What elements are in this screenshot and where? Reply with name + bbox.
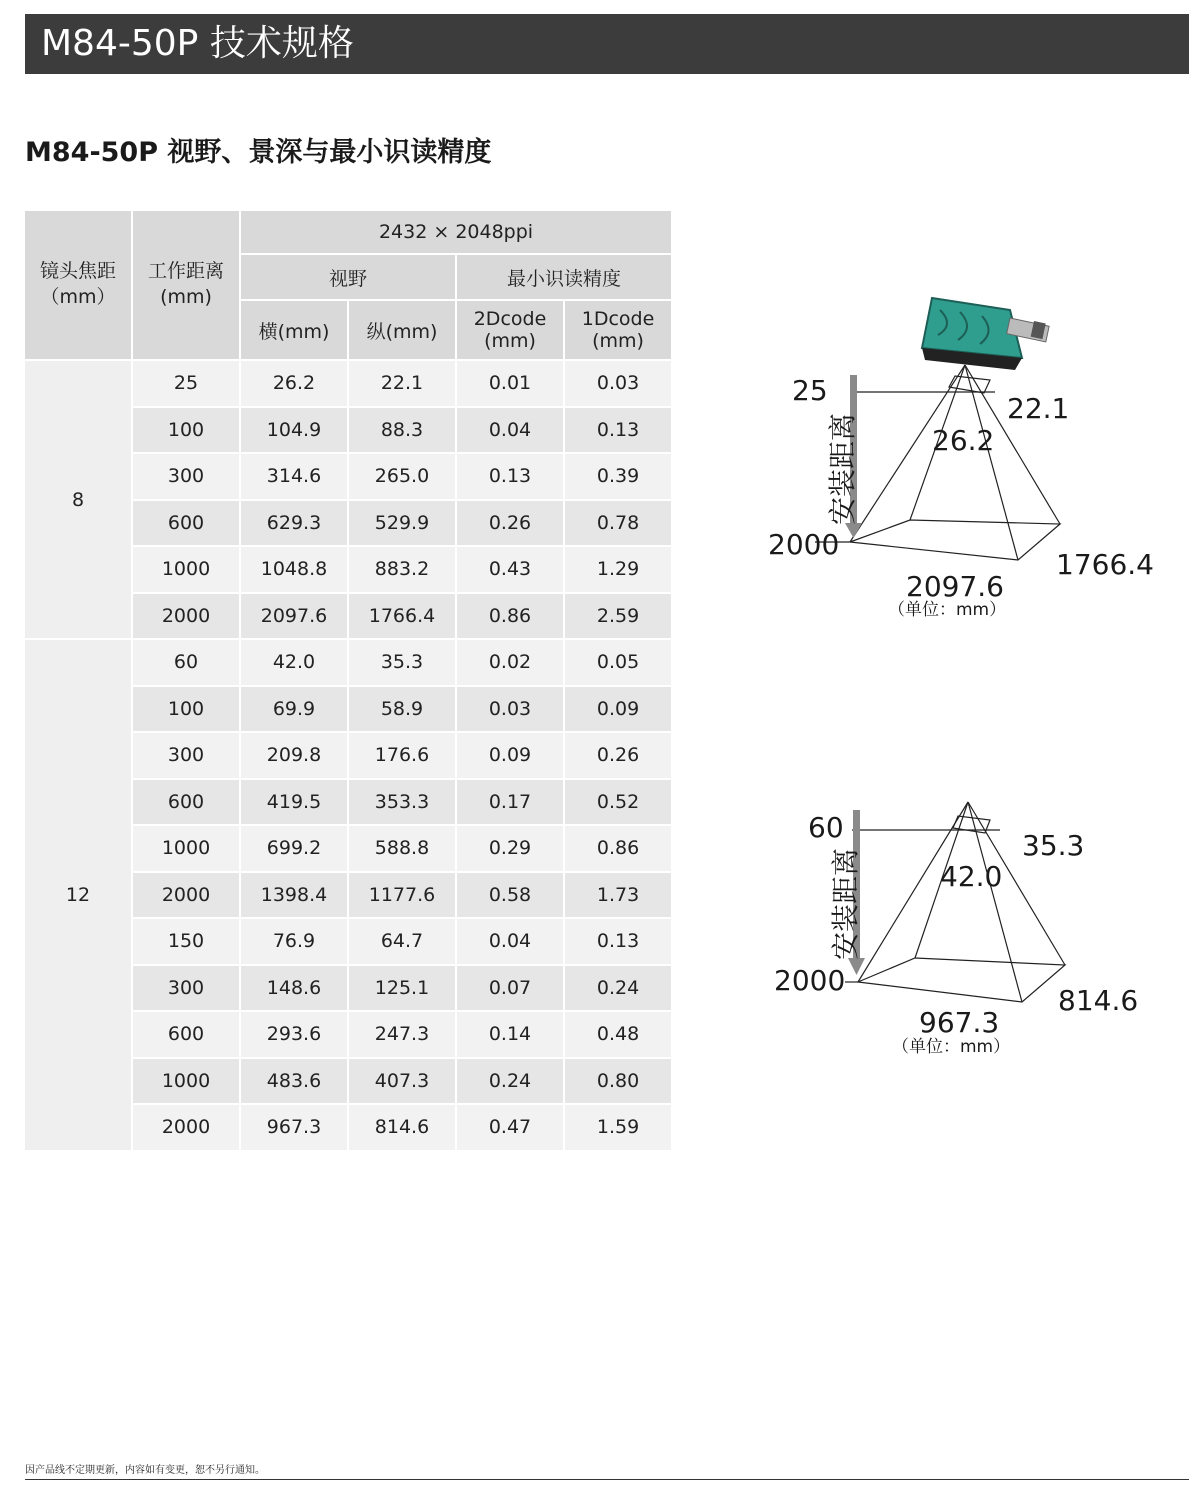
fov-horizontal-cell: 629.3 [241, 501, 347, 546]
distance-cell: 1000 [133, 547, 239, 592]
distance-cell: 1000 [133, 1059, 239, 1104]
table-row [25, 361, 671, 406]
header-2dcode-label: 2Dcode [473, 308, 547, 330]
focal-length-cell: 8 [25, 361, 131, 638]
header-horizontal: 横(mm) [241, 301, 347, 359]
fov-horizontal-cell: 76.9 [241, 919, 347, 964]
precision-1d-cell: 1.73 [565, 873, 671, 918]
fov-vertical-cell: 814.6 [349, 1105, 455, 1150]
precision-2d-cell: 0.02 [457, 640, 563, 685]
precision-2d-cell: 0.14 [457, 1012, 563, 1057]
fov-horizontal-cell: 26.2 [241, 361, 347, 406]
section-title: M84-50P 视野、景深与最小识读精度 [25, 137, 492, 168]
precision-2d-cell: 0.09 [457, 733, 563, 778]
near-distance-label: 25 [792, 374, 828, 407]
far-distance-label: 2000 [768, 528, 840, 561]
distance-cell: 2000 [133, 1105, 239, 1150]
fov-horizontal-cell: 1398.4 [241, 873, 347, 918]
fov-horizontal-cell: 314.6 [241, 454, 347, 499]
fov-vertical-cell: 125.1 [349, 966, 455, 1011]
fov-vertical-cell: 58.9 [349, 687, 455, 732]
distance-cell: 2000 [133, 873, 239, 918]
near-vertical-label: 22.1 [1007, 392, 1070, 425]
precision-1d-cell: 2.59 [565, 594, 671, 639]
install-distance-label-2: 安装距离 [829, 847, 862, 960]
header-precision: 最小识读精度 [457, 255, 671, 299]
fov-vertical-cell: 529.9 [349, 501, 455, 546]
distance-cell: 600 [133, 501, 239, 546]
focal-length-cell: 12 [25, 640, 131, 1150]
fov-diagram-12mm [760, 790, 1160, 1060]
fov-vertical-cell: 247.3 [349, 1012, 455, 1057]
near-vertical-label-2: 35.3 [1022, 829, 1085, 862]
precision-1d-cell: 0.80 [565, 1059, 671, 1104]
header-1dcode [565, 301, 671, 359]
far-vertical-label: 1766.4 [1056, 548, 1154, 581]
precision-2d-cell: 0.58 [457, 873, 563, 918]
fov-horizontal-cell: 42.0 [241, 640, 347, 685]
distance-cell: 150 [133, 919, 239, 964]
precision-2d-cell: 0.29 [457, 826, 563, 871]
precision-2d-cell: 0.26 [457, 501, 563, 546]
fov-vertical-cell: 353.3 [349, 780, 455, 825]
page-title: M84-50P 技术规格 [41, 23, 354, 64]
fov-horizontal-cell: 209.8 [241, 733, 347, 778]
fov-horizontal-cell: 699.2 [241, 826, 347, 871]
precision-1d-cell: 1.29 [565, 547, 671, 592]
distance-cell: 600 [133, 1012, 239, 1057]
fov-vertical-cell: 64.7 [349, 919, 455, 964]
header-fov: 视野 [241, 255, 455, 299]
near-horizontal-label-2: 42.0 [940, 860, 1003, 893]
near-distance-label-2: 60 [808, 811, 844, 844]
spec-table-body [25, 361, 671, 1150]
near-horizontal-label: 26.2 [932, 424, 995, 457]
fov-vertical-cell: 407.3 [349, 1059, 455, 1104]
distance-cell: 60 [133, 640, 239, 685]
header-1dcode-label: 1Dcode [581, 308, 655, 330]
header-1dcode-unit: (mm) [592, 330, 644, 352]
fov-horizontal-cell: 69.9 [241, 687, 347, 732]
fov-vertical-cell: 883.2 [349, 547, 455, 592]
precision-2d-cell: 0.04 [457, 919, 563, 964]
fov-horizontal-cell: 293.6 [241, 1012, 347, 1057]
fov-vertical-cell: 1177.6 [349, 873, 455, 918]
precision-2d-cell: 0.04 [457, 408, 563, 453]
distance-cell: 100 [133, 687, 239, 732]
precision-2d-cell: 0.43 [457, 547, 563, 592]
precision-1d-cell: 0.52 [565, 780, 671, 825]
header-2dcode-unit: (mm) [484, 330, 536, 352]
precision-1d-cell: 0.26 [565, 733, 671, 778]
fov-horizontal-cell: 483.6 [241, 1059, 347, 1104]
precision-2d-cell: 0.13 [457, 454, 563, 499]
header-2dcode [457, 301, 563, 359]
fov-vertical-cell: 176.6 [349, 733, 455, 778]
distance-cell: 2000 [133, 594, 239, 639]
fov-vertical-cell: 265.0 [349, 454, 455, 499]
precision-1d-cell: 0.13 [565, 919, 671, 964]
page-title-bar [25, 14, 1189, 74]
precision-2d-cell: 0.17 [457, 780, 563, 825]
fov-vertical-cell: 22.1 [349, 361, 455, 406]
far-distance-label-2: 2000 [774, 964, 846, 997]
far-vertical-label-2: 814.6 [1058, 984, 1139, 1017]
header-distance-label: 工作距离(mm) [147, 260, 224, 308]
install-distance-label: 安装距离 [826, 412, 859, 525]
precision-1d-cell: 0.39 [565, 454, 671, 499]
precision-2d-cell: 0.01 [457, 361, 563, 406]
unit-label: （单位：mm） [888, 600, 1007, 620]
precision-1d-cell: 0.24 [565, 966, 671, 1011]
unit-label-2: （单位：mm） [892, 1037, 1011, 1057]
precision-2d-cell: 0.07 [457, 966, 563, 1011]
distance-cell: 100 [133, 408, 239, 453]
spec-table [23, 209, 673, 1152]
fov-horizontal-cell: 967.3 [241, 1105, 347, 1150]
precision-1d-cell: 0.03 [565, 361, 671, 406]
fov-vertical-cell: 588.8 [349, 826, 455, 871]
table-row [25, 640, 671, 685]
precision-1d-cell: 0.09 [565, 687, 671, 732]
distance-cell: 600 [133, 780, 239, 825]
fov-vertical-cell: 1766.4 [349, 594, 455, 639]
header-focal [25, 211, 131, 359]
fov-horizontal-cell: 148.6 [241, 966, 347, 1011]
fov-horizontal-cell: 104.9 [241, 408, 347, 453]
far-horizontal-label: 2097.6 [906, 570, 1004, 603]
precision-1d-cell: 0.05 [565, 640, 671, 685]
precision-2d-cell: 0.03 [457, 687, 563, 732]
distance-cell: 300 [133, 454, 239, 499]
fov-horizontal-cell: 419.5 [241, 780, 347, 825]
header-resolution: 2432 × 2048ppi [241, 211, 671, 253]
distance-cell: 300 [133, 733, 239, 778]
distance-cell: 25 [133, 361, 239, 406]
device-icon [922, 298, 1049, 370]
header-focal-label: 镜头焦距（mm） [39, 260, 116, 308]
precision-1d-cell: 0.48 [565, 1012, 671, 1057]
fov-horizontal-cell: 1048.8 [241, 547, 347, 592]
precision-2d-cell: 0.47 [457, 1105, 563, 1150]
fov-vertical-cell: 35.3 [349, 640, 455, 685]
distance-cell: 300 [133, 966, 239, 1011]
header-vertical: 纵(mm) [349, 301, 455, 359]
far-horizontal-label-2: 967.3 [919, 1006, 1000, 1039]
header-distance [133, 211, 239, 359]
footer-note: 因产品线不定期更新，内容如有变更，恕不另行通知。 [25, 1465, 265, 1476]
precision-1d-cell: 0.13 [565, 408, 671, 453]
footer-divider [25, 1479, 1189, 1480]
fov-vertical-cell: 88.3 [349, 408, 455, 453]
precision-2d-cell: 0.24 [457, 1059, 563, 1104]
fov-diagram-8mm [760, 280, 1160, 625]
precision-1d-cell: 0.78 [565, 501, 671, 546]
precision-1d-cell: 0.86 [565, 826, 671, 871]
fov-horizontal-cell: 2097.6 [241, 594, 347, 639]
precision-1d-cell: 1.59 [565, 1105, 671, 1150]
precision-2d-cell: 0.86 [457, 594, 563, 639]
distance-cell: 1000 [133, 826, 239, 871]
